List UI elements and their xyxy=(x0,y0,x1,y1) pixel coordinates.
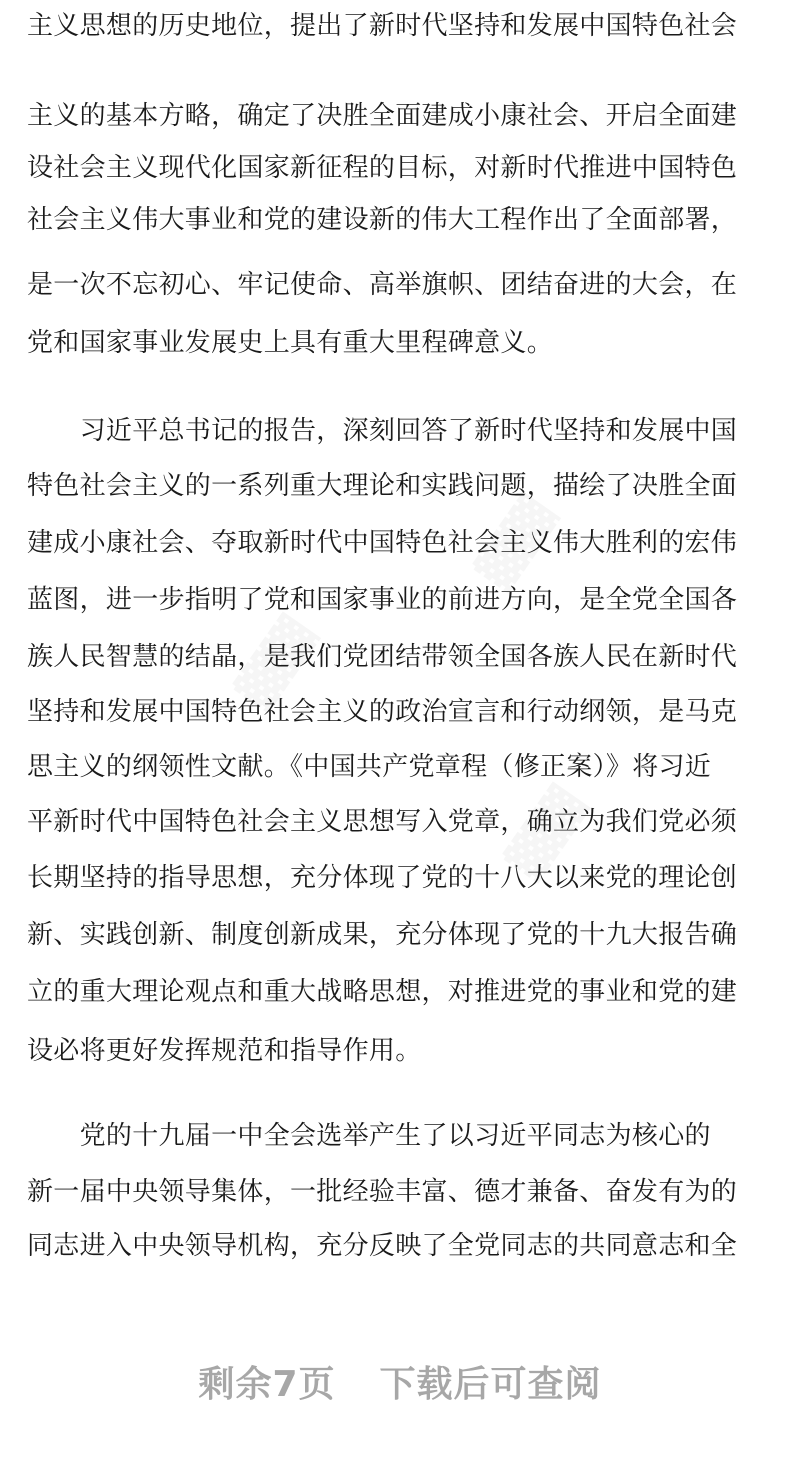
text-line: 特色社会主义的一系列重大理论和实践问题，描绘了决胜全面 xyxy=(27,471,738,501)
text-line: 思主义的纲领性文献。《中国共产党章程（修正案）》将习近 xyxy=(27,752,712,782)
download-to-view-link[interactable]: 下载后可查阅 xyxy=(379,1364,602,1405)
text-line: 新、实践创新、制度创新成果，充分体现了党的十九大报告确 xyxy=(27,920,738,950)
paragraph-first-line: 习近平总书记的报告，深刻回答了新时代坚持和发展中国 xyxy=(27,416,738,446)
text-line: 新一届中央领导集体，一批经验丰富、德才兼备、奋发有为的 xyxy=(27,1177,738,1207)
text-line: 平新时代中国特色社会主义思想写入党章，确立为我们党必须 xyxy=(27,807,738,837)
text-line: 主义的基本方略，确定了决胜全面建成小康社会、开启全面建 xyxy=(27,101,738,131)
text-line: 同志进入中央领导机构，充分反映了全党同志的共同意志和全 xyxy=(27,1231,738,1261)
text-line: 是一次不忘初心、牢记使命、高举旗帜、团结奋进的大会，在 xyxy=(27,270,738,300)
text-line: 长期坚持的指导思想，充分体现了党的十八大以来党的理论创 xyxy=(27,863,738,893)
text-line: 主义思想的历史地位，提出了新时代坚持和发展中国特色社会 xyxy=(27,11,738,41)
watermark: ▓▓▓ xyxy=(500,782,592,884)
text-line: 坚持和发展中国特色社会主义的政治宣言和行动纲领，是马克 xyxy=(27,697,738,727)
text-line: 社会主义伟大事业和党的建设新的伟大工程作出了全面部署， xyxy=(27,205,738,235)
text-line: 设必将更好发挥规范和指导作用。 xyxy=(27,1036,422,1066)
watermark: ▓▓▓ xyxy=(470,492,562,594)
text-line: 蓝图，进一步指明了党和国家事业的前进方向，是全党全国各 xyxy=(27,585,738,615)
text-line: 党和国家事业发展史上具有重大里程碑意义。 xyxy=(27,328,554,358)
watermark: ▓▓▓ xyxy=(230,612,322,714)
text-line: 族人民智慧的结晶，是我们党团结带领全国各族人民在新时代 xyxy=(27,642,738,672)
text-line: 设社会主义现代化国家新征程的目标，对新时代推进中国特色 xyxy=(27,153,738,183)
download-prompt[interactable] xyxy=(0,1356,800,1407)
paragraph-first-line: 党的十九届一中全会选举产生了以习近平同志为核心的 xyxy=(27,1121,711,1151)
text-line: 建成小康社会、夺取新时代中国特色社会主义伟大胜利的宏伟 xyxy=(27,528,738,558)
remaining-pages-label: 剩余7页 xyxy=(198,1364,336,1405)
text-line: 立的重大理论观点和重大战略思想，对推进党的事业和党的建 xyxy=(27,977,738,1007)
